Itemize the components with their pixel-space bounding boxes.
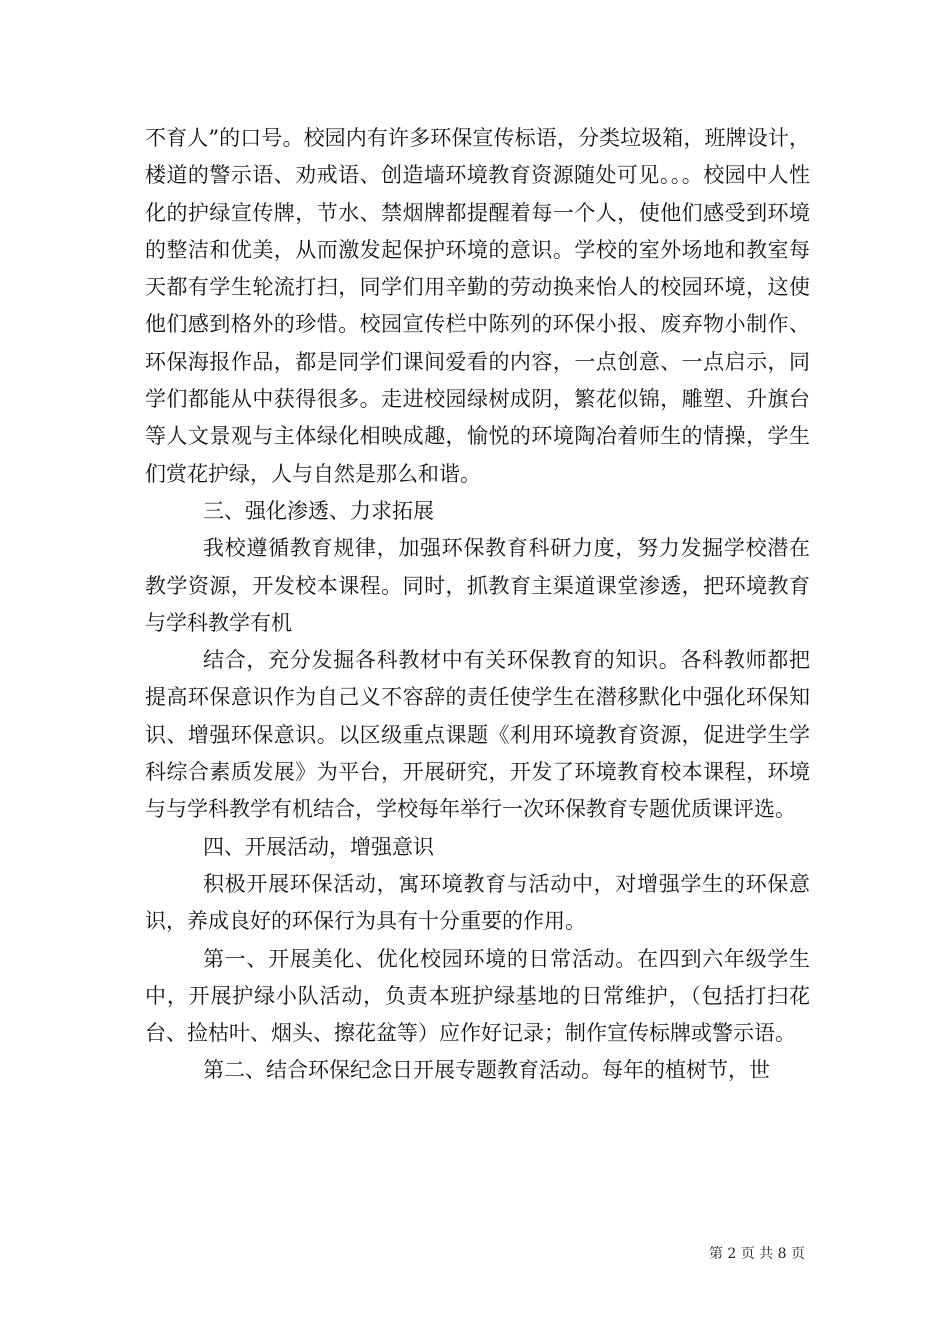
- paragraph-3: 结合，充分发掘各科教材中有关环保教育的知识。各科教师都把提高环保意识作为自己义不容辞的责任使学生在潜移默化中强化环保知识、增强环保意识。以区级重点课题《利用环境教育资源，促进学生学科综合素质发展》为平台，开展研究，开发了环境教育校本课程，环境与与学科教学有机结合，学校每年举行一次环保教育专题优质课评选。: [145, 648, 810, 822]
- paragraph-2: 我校遵循教育规律，加强环保教育科研力度，努力发掘学校潜在教学资源，开发校本课程。同时，抓教育主渠道课堂渗透，把环境教育与学科教学有机: [145, 536, 810, 635]
- paragraph-6: 第二、结合环保纪念日开展专题教育活动。每年的植树节，世: [203, 1058, 770, 1083]
- paragraph-4: 积极开展环保活动，寓环境教育与活动中，对增强学生的环保意识，养成良好的环保行为具有十分重要的作用。: [145, 871, 810, 934]
- section-heading-3: 三、强化渗透、力求拓展: [203, 498, 434, 523]
- page-number-footer: 第 2 页 共 8 页: [708, 1246, 805, 1262]
- section-heading-4: 四、开展活动，增强意识: [203, 834, 434, 859]
- paragraph-5: 第一、开展美化、优化校园环境的日常活动。在四到六年级学生中，开展护绿小队活动，负责本班护绿基地的日常维护，（包括打扫花台、捡枯叶、烟头、擦花盆等）应作好记录；制作宣传标牌或警示语。: [145, 946, 810, 1046]
- paragraph-1: 不育人”的口号。校园内有许多环保宣传标语，分类垃圾箱，班牌设计，楼道的警示语、劝戒语、创造墙环境教育资源随处可见。。。校园中人性化的护绿宣传牌，节水、禁烟牌都提醒着每一个人，使他们感受到环境的整洁和优美，从而激发起保护环境的意识。学校的室外场地和教室每天都有学生轮流打扫，同学们用辛勤的劳动换来怡人的校园环境，这使他们感到格外的珍惜。校园宣传栏中陈列的环保小报、废弃物小制作、环保海报作品，都是同学们课间爱看的内容，一点创意、一点启示，同学们都能从中获得很多。走进校园绿树成阴，繁花似锦，雕塑、升旗台等人文景观与主体绿化相映成趣，愉悦的环境陶冶着师生的情操，学生们赏花护绿，人与自然是那么和谐。: [145, 126, 810, 486]
- document-body: [145, 120, 810, 1090]
